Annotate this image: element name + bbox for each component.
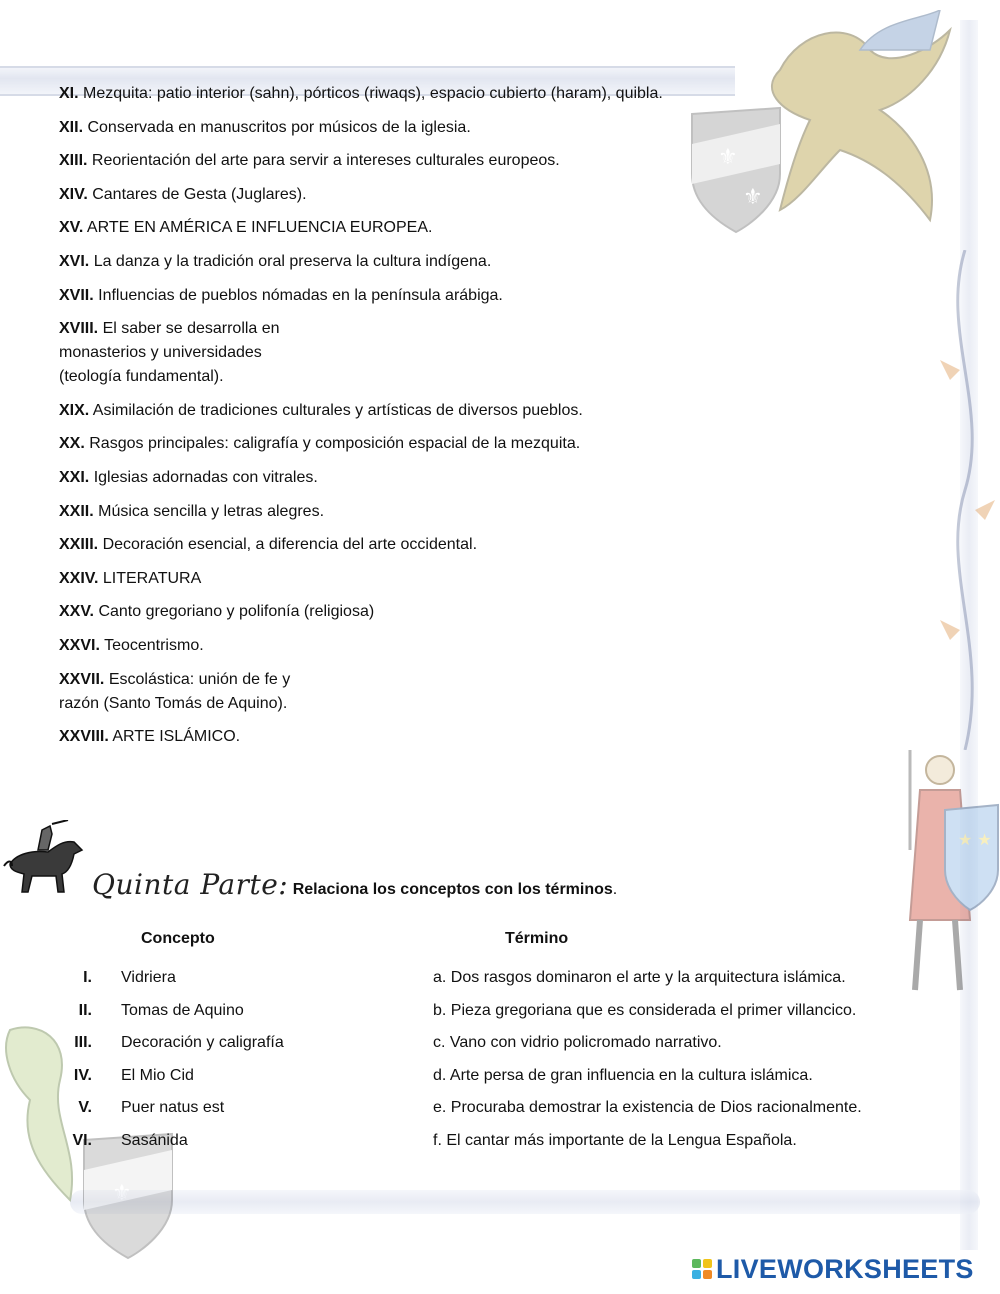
list-item: XI. Mezquita: patio interior (sahn), pórticos (riwaqs), espacio cubierto (haram), quibla. bbox=[59, 85, 663, 102]
term-cell[interactable]: f. El cantar más importante de la Lengua Española. bbox=[433, 1131, 797, 1149]
svg-text:★ ★: ★ ★ bbox=[958, 830, 992, 849]
concept-cell[interactable]: Tomas de Aquino bbox=[121, 1001, 244, 1019]
table-row: III. Decoración y caligrafía c. Vano con vidrio policromado narrativo. bbox=[0, 1031, 1000, 1064]
table-row: I. Vidriera a. Dos rasgos dominaron el arte y la arquitectura islámica. bbox=[0, 966, 1000, 999]
concept-cell[interactable]: Sasánida bbox=[121, 1131, 188, 1149]
list-item: XII. Conservada en manuscritos por músicos de la iglesia. bbox=[59, 118, 471, 136]
table-row: V. Puer natus est e. Procuraba demostrar la existencia de Dios racionalmente. bbox=[0, 1096, 1000, 1129]
list-item: XXI. Iglesias adornadas con vitrales. bbox=[59, 468, 318, 486]
svg-text:⚜: ⚜ bbox=[718, 145, 738, 170]
liveworksheets-mark-icon bbox=[692, 1259, 712, 1279]
term-cell[interactable]: b. Pieza gregoriana que es considerada el primer villancico. bbox=[433, 1001, 857, 1019]
term-cell[interactable]: c. Vano con vidrio policromado narrativo. bbox=[433, 1034, 722, 1052]
matching-table bbox=[0, 966, 1000, 1162]
list-item: XVII. Influencias de pueblos nómadas en la península arábiga. bbox=[59, 286, 503, 304]
table-row: IV. El Mio Cid d. Arte persa de gran influencia en la cultura islámica. bbox=[0, 1064, 1000, 1097]
list-item: XXIII. Decoración esencial, a diferencia del arte occidental. bbox=[59, 536, 478, 554]
svg-text:⚜: ⚜ bbox=[112, 1181, 132, 1206]
knight-on-horse-illustration-icon bbox=[2, 820, 88, 896]
table-row: VI. Sasánida f. El cantar más importante de la Lengua Española. bbox=[0, 1129, 1000, 1162]
list-item: XXVIII. ARTE ISLÁMICO. bbox=[59, 728, 241, 746]
vine-ornament-icon bbox=[930, 250, 1000, 750]
concept-cell[interactable]: Decoración y caligrafía bbox=[121, 1034, 284, 1052]
statement-list bbox=[59, 82, 759, 759]
list-item: XIV. Cantares de Gesta (Juglares). bbox=[59, 185, 307, 203]
svg-text:⚜: ⚜ bbox=[743, 185, 763, 210]
section-title: Quinta Parte: bbox=[92, 868, 289, 901]
term-cell[interactable]: d. Arte persa de gran influencia en la cultura islámica. bbox=[433, 1066, 813, 1084]
list-item: XXVII. Escolástica: unión de fe y razón (Santo Tomás de Aquino). bbox=[59, 670, 291, 712]
list-item: XVI. La danza y la tradición oral preserva la cultura indígena. bbox=[59, 252, 492, 270]
concept-cell[interactable]: Puer natus est bbox=[121, 1099, 225, 1117]
column-header-term: Término bbox=[505, 930, 569, 947]
term-cell[interactable]: e. Procuraba demostrar la existencia de Dios racionalmente. bbox=[433, 1099, 862, 1117]
decorative-border-bottom bbox=[70, 1190, 980, 1214]
knight-with-shield-illustration-icon bbox=[900, 740, 1000, 1000]
list-item: XIII. Reorientación del arte para servir a intereses culturales europeos. bbox=[59, 152, 560, 170]
table-row: II. Tomas de Aquino b. Pieza gregoriana que es considerada el primer villancico. bbox=[0, 999, 1000, 1032]
liveworksheets-logo bbox=[692, 1253, 974, 1285]
section-heading: Quinta Parte: Relaciona los conceptos con los términos. bbox=[92, 868, 618, 901]
list-item: XXII. Música sencilla y letras alegres. bbox=[59, 502, 325, 520]
list-item: XXIV. LITERATURA bbox=[59, 569, 202, 587]
list-item: XIX. Asimilación de tradiciones culturales y artísticas de diversos pueblos. bbox=[59, 401, 583, 419]
column-header-concept: Concepto bbox=[141, 930, 215, 947]
list-item: XVIII. El saber se desarrolla en monasterios y universidades (teología fundamental). bbox=[59, 320, 280, 386]
list-item: XX. Rasgos principales: caligrafía y composición espacial de la mezquita. bbox=[59, 435, 581, 453]
term-cell[interactable]: a. Dos rasgos dominaron el arte y la arquitectura islámica. bbox=[433, 969, 846, 986]
list-item: XV. ARTE EN AMÉRICA E INFLUENCIA EUROPEA. bbox=[59, 219, 433, 237]
list-item: XXV. Canto gregoriano y polifonía (religiosa) bbox=[59, 603, 375, 621]
concept-cell[interactable]: Vidriera bbox=[121, 969, 176, 986]
list-item: XXVI. Teocentrismo. bbox=[59, 636, 204, 654]
concept-cell[interactable]: El Mio Cid bbox=[121, 1066, 194, 1084]
logo-text: LIVEWORKSHEETS bbox=[716, 1253, 974, 1284]
section-instruction: Relaciona los conceptos con los términos bbox=[292, 881, 613, 898]
